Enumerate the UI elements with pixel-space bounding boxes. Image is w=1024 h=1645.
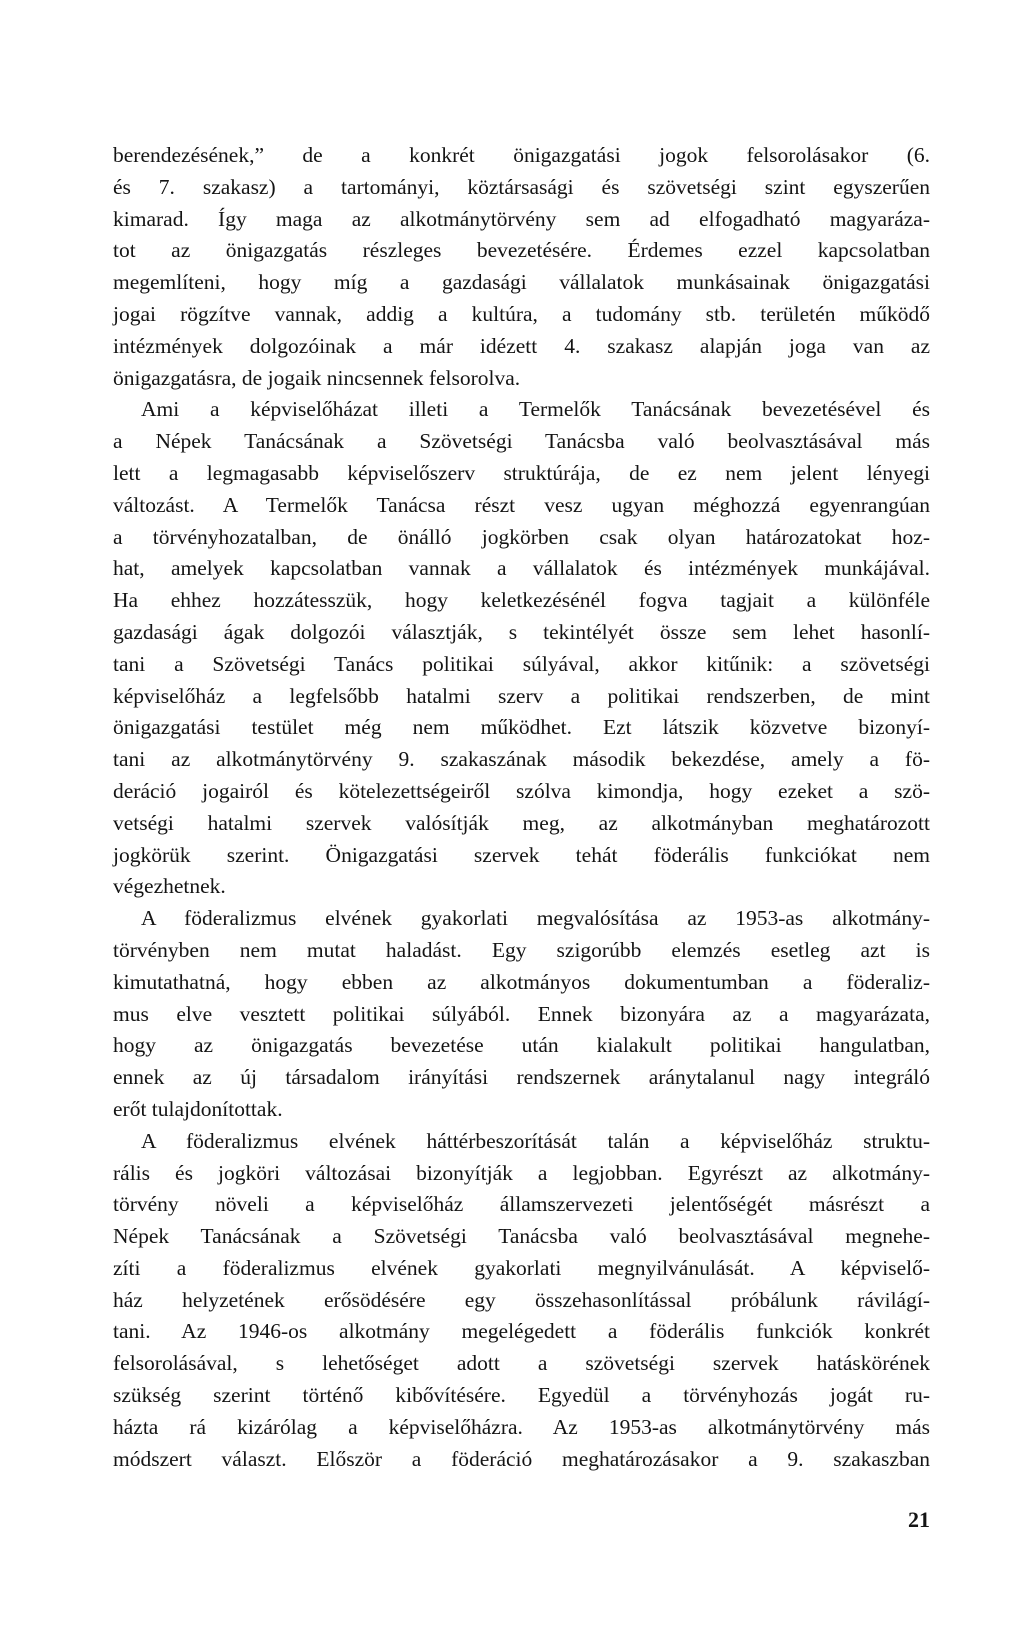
text-line: hat, amelyek kapcsolatban vannak a vállalatok és intézmények munkájával. (113, 556, 930, 581)
text-line: változást. A Termelők Tanácsa részt vesz ugyan méghozzá egyenrangúan (113, 492, 930, 517)
text-line: intézmények dolgozóinak a már idézett 4. szakasz alapján joga van az (113, 333, 930, 358)
text-line: megemlíteni, hogy míg a gazdasági vállalatok munkásainak önigazgatási (113, 270, 930, 295)
text-line: törvény növeli a képviselőház államszervezeti jelentőségét másrészt a (113, 1192, 930, 1217)
text-line: erőt tulajdonítottak. (113, 1096, 283, 1121)
text-line: A föderalizmus elvének gyakorlati megvalósítása az 1953-as alkotmány- (141, 906, 930, 931)
text-line: és 7. szakasz) a tartományi, köztársasági és szövetségi szint egyszerűen (113, 174, 930, 199)
text-line: ház helyzetének erősödésére egy összehasonlítással próbálunk rávilágí- (113, 1287, 930, 1312)
text-line: végezhetnek. (113, 874, 226, 899)
text-line: A föderalizmus elvének háttérbeszorítását talán a képviselőház struktu- (141, 1128, 930, 1153)
text-line: jogai rögzítve vannak, addig a kultúra, a tudomány stb. területén működő (113, 301, 930, 326)
text-line: tani az alkotmánytörvény 9. szakaszának második bekezdése, amely a fö- (113, 747, 930, 772)
text-line: önigazgatási testület még nem működhet. Ezt látszik közvetve bizonyí- (113, 715, 930, 740)
page-number: 21 (908, 1507, 930, 1532)
text-line: a törvényhozatalban, de önálló jogkörben csak olyan határozatokat hoz- (113, 524, 930, 549)
text-line: módszert választ. Először a föderáció meghatározásakor a 9. szakaszban (113, 1446, 930, 1471)
text-line: tot az önigazgatás részleges bevezetésére. Érdemes ezzel kapcsolatban (113, 238, 930, 263)
text-line: lett a legmagasabb képviselőszerv struktúrája, de ez nem jelent lényegi (113, 460, 930, 485)
text-line: képviselőház a legfelsőbb hatalmi szerv a politikai rendszerben, de mint (113, 683, 930, 708)
text-line: ennek az új társadalom irányítási rendszernek aránytalanul nagy integráló (113, 1065, 930, 1090)
text-line: berendezésének,” de a konkrét önigazgatási jogok felsorolásakor (6. (113, 143, 930, 167)
text-line: rális és jogköri változásai bizonyítják a legjobban. Egyrészt az alkotmány- (113, 1160, 930, 1185)
text-line: gazdasági ágak dolgozói választják, s tekintélyét össze sem lehet hasonlí- (113, 619, 930, 644)
text-line: tani a Szövetségi Tanács politikai súlyával, akkor kitűnik: a szövetségi (113, 651, 930, 676)
text-line: jogkörük szerint. Önigazgatási szervek tehát föderális funkciókat nem (113, 842, 930, 867)
text-line: kimutathatná, hogy ebben az alkotmányos dokumentumban a föderaliz- (113, 969, 930, 994)
text-line: szükség szerint történő kibővítésére. Egyedül a törvényhozás jogát ru- (113, 1383, 930, 1408)
text-line: önigazgatásra, de jogaik nincsennek felsorolva. (113, 365, 521, 390)
text-line: hogy az önigazgatás bevezetése után kialakult politikai hangulatban, (113, 1033, 930, 1058)
text-line: Ami a képviselőházat illeti a Termelők Tanácsának bevezetésével és (141, 397, 930, 422)
text-line: kimarad. Így maga az alkotmánytörvény sem ad elfogadható magyaráza- (113, 206, 930, 231)
text-line: Ha ehhez hozzátesszük, hogy keletkezésénél fogva tagjait a különféle (113, 588, 930, 613)
text-line: vetségi hatalmi szervek valósítják meg, az alkotmányban meghatározott (113, 810, 930, 835)
text-line: zíti a föderalizmus elvének gyakorlati megnyilvánulását. A képviselő- (113, 1255, 930, 1280)
body-text (113, 140, 930, 1475)
text-line: felsorolásával, s lehetőséget adott a szövetségi szervek hatáskörének (113, 1351, 930, 1376)
text-line: tani. Az 1946-os alkotmány megelégedett a föderális funkciók konkrét (113, 1319, 930, 1344)
text-line: házta rá kizárólag a képviselőházra. Az 1953-as alkotmánytörvény más (113, 1414, 930, 1439)
text-line: törvényben nem mutat haladást. Egy szigorúbb elemzés esetleg azt is (113, 937, 930, 962)
text-line: deráció jogairól és kötelezettségeiről szólva kimondja, hogy ezeket a szö- (113, 778, 930, 803)
text-line: Népek Tanácsának a Szövetségi Tanácsba való beolvasztásával megnehe- (113, 1224, 930, 1249)
text-line: a Népek Tanácsának a Szövetségi Tanácsba való beolvasztásával más (113, 429, 930, 454)
text-line: mus elve vesztett politikai súlyából. Ennek bizonyára az a magyarázata, (113, 1001, 930, 1026)
